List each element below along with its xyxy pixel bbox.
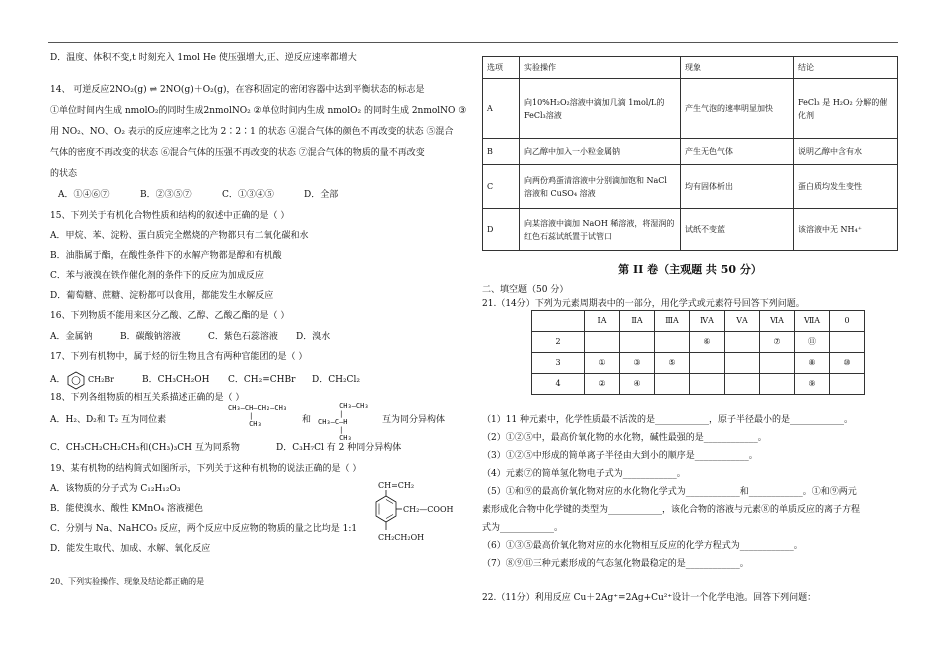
table-row xyxy=(483,139,898,165)
cell: 该溶液中无 NH₄⁺ xyxy=(794,209,898,251)
periodic-table xyxy=(531,310,865,395)
q17-option-b: B．CH₃CH₂OH xyxy=(142,375,210,385)
q16-option-d: D．溴水 xyxy=(296,332,331,342)
ptab-cell: ⅢA xyxy=(655,311,690,332)
ptab-cell xyxy=(760,353,795,374)
ptab-cell xyxy=(690,353,725,374)
q16-option-c: C．紫色石蕊溶液 xyxy=(208,332,278,342)
ptab-cell: ⅡA xyxy=(620,311,655,332)
ptab-period: 3 xyxy=(532,353,585,374)
cell: D xyxy=(483,209,520,251)
ptab-cell xyxy=(655,374,690,395)
periodic-row xyxy=(532,353,865,374)
q18-option-a: A．H₂、D₂和 T₂ 互为同位素 xyxy=(50,415,167,425)
th-phenomenon: 现象 xyxy=(681,57,794,79)
q18-option-d: D．C₃H₇Cl 有 2 种同分异构体 xyxy=(276,443,402,453)
q19-option-b: B．能使溴水、酸性 KMnO₄ 溶液褪色 xyxy=(50,504,204,514)
ptab-cell: ⑤ xyxy=(655,353,690,374)
cell: 产生无色气体 xyxy=(681,139,794,165)
cell: 蛋白质均发生变性 xyxy=(794,165,898,209)
table-row xyxy=(483,209,898,251)
q18-option-b-tail: 互为同分异构体 xyxy=(382,415,446,425)
fill-in-heading: 二、填空题（50 分） xyxy=(482,285,569,295)
ptab-cell: ② xyxy=(585,374,620,395)
cell: 向乙醇中加入一小粒金属钠 xyxy=(520,139,681,165)
q17-option-a: A． xyxy=(50,375,66,385)
q21-sub-5: （5）①和⑨的最高价氧化物对应的水化物化学式为____________和____________。①和⑨两元 xyxy=(482,487,857,497)
ptab-cell: ⅠA xyxy=(585,311,620,332)
q16-stem: 16、下列物质不能用来区分乙酸、乙醇、乙酸乙酯的是（ ） xyxy=(50,311,290,321)
q21-sub-3: （3）①②⑤中形成的简单离子半径由大到小的顺序是____________。 xyxy=(482,451,758,461)
q22-stem: 22.（11分）利用反应 Cu＋2Ag⁺=2Ag+Cu²⁺设计一个化学电池。回答下列问题： xyxy=(482,593,817,603)
q13-option-d: D．温度、体积不变,t 时刻充入 1mol He 使压强增大,正、逆反应速率都增大 xyxy=(50,53,357,63)
ptab-period: 4 xyxy=(532,374,585,395)
cell: A xyxy=(483,79,520,139)
q21-sub-6: （6）①③⑤最高价氧化物对应的水化物相互反应的化学方程式为____________。 xyxy=(482,541,803,551)
q14-line4: 的状态 xyxy=(50,169,78,179)
q15-option-a: A．甲烷、苯、淀粉、蛋白质完全燃烧的产物都只有二氧化碳和水 xyxy=(50,231,309,241)
q18-stem: 18、下列各组物质的相互关系描述正确的是（ ） xyxy=(50,393,245,403)
q19-option-d: D．能发生取代、加成、水解、氧化反应 xyxy=(50,544,211,554)
q18-structure-2: CH₃—CH₃ | CH₃—C—H | CH₃ xyxy=(318,402,369,442)
ptab-cell: ⑨ xyxy=(795,374,830,395)
th-conclusion: 结论 xyxy=(794,57,898,79)
q16-options xyxy=(50,331,330,343)
q14-options xyxy=(58,189,338,201)
q17-stem: 17、下列有机物中，属于烃的衍生物且含有两种官能团的是（ ） xyxy=(50,352,308,362)
ptab-cell xyxy=(585,332,620,353)
ptab-cell xyxy=(830,374,865,395)
q21-sub-1: （1）11 种元素中，化学性质最不活泼的是____________，原子半径最小的是____________。 xyxy=(482,415,854,425)
q17-a-formula: CH₂Br xyxy=(88,375,115,384)
cell: 向两份鸡蛋清溶液中分别滴加饱和 NaCl 溶液和 CuSO₄ 溶液 xyxy=(520,165,681,209)
q15-option-c: C．苯与液溴在铁作催化剂的条件下的反应为加成反应 xyxy=(50,271,264,281)
q20-stem: 20、下列实验操作、现象及结论都正确的是 xyxy=(50,577,205,586)
ptab-cell xyxy=(760,374,795,395)
q18-structure-1: CH₃—CH—CH₂—CH₃ | CH₃ xyxy=(228,404,288,428)
cell: 试纸不变蓝 xyxy=(681,209,794,251)
ptab-cell xyxy=(830,332,865,353)
q19-alcohol-group: CH₂CH₂OH xyxy=(378,533,425,542)
q21-sub-7: （7）⑧⑨⑪三种元素形成的气态氢化物最稳定的是____________。 xyxy=(482,559,749,569)
ptab-cell: ⅥA xyxy=(760,311,795,332)
q19-acid-group: CH₂—COOH xyxy=(403,505,454,514)
q14-option-d: D．全部 xyxy=(304,190,339,200)
ptab-cell xyxy=(725,353,760,374)
q14-stem: 14、 可逆反应2NO₂(g) ⇌ 2NO(g)＋O₂(g)，在容积固定的密闭容器中达到平衡状态的标志是 xyxy=(50,85,425,95)
ptab-cell xyxy=(725,332,760,353)
cell: 向某溶液中滴加 NaOH 稀溶液，将湿润的红色石蕊试纸置于试管口 xyxy=(520,209,681,251)
header-rule xyxy=(48,42,898,43)
th-operation: 实验操作 xyxy=(520,57,681,79)
experiment-table xyxy=(482,56,898,251)
cell: 产生气泡的速率明显加快 xyxy=(681,79,794,139)
ptab-cell: ⑪ xyxy=(795,332,830,353)
q14-option-b: B．②③⑤⑦ xyxy=(140,190,192,200)
q21-sub-5b: 素形成化合物中化学键的类型为____________，该化合物的溶液与元素⑧的单质反应的离子方程 xyxy=(482,505,861,515)
q14-option-a: A．①④⑥⑦ xyxy=(58,190,110,200)
periodic-header-row xyxy=(532,311,865,332)
q16-option-b: B．碳酸钠溶液 xyxy=(120,332,181,342)
benzene-ring-icon xyxy=(64,370,88,390)
cell: FeCl₃ 是 H₂O₂ 分解的催化剂 xyxy=(794,79,898,139)
ptab-cell xyxy=(725,374,760,395)
ptab-cell: ⑦ xyxy=(760,332,795,353)
q21-sub-4: （4）元素⑦的简单氢化物电子式为____________。 xyxy=(482,469,686,479)
q21-sub-2: （2）①②⑤中，最高价氧化物的水化物，碱性最强的是____________。 xyxy=(482,433,767,443)
ptab-cell xyxy=(690,374,725,395)
th-option: 选项 xyxy=(483,57,520,79)
cell: 向10%H₂O₂溶液中滴加几滴 1mol/L的FeCl₃溶液 xyxy=(520,79,681,139)
q16-option-a: A．金属钠 xyxy=(50,332,93,342)
q21-sub-5c: 式为____________。 xyxy=(482,523,564,533)
ptab-cell xyxy=(655,332,690,353)
q19-vinyl-group: CH=CH₂ xyxy=(378,481,415,490)
table-row xyxy=(483,79,898,139)
ptab-cell: ④ xyxy=(620,374,655,395)
periodic-row xyxy=(532,374,865,395)
q19-structure xyxy=(370,480,460,550)
table-header-row xyxy=(483,57,898,79)
q21-stem: 21.（14分）下列为元素周期表中的一部分，用化学式或元素符号回答下列问题。 xyxy=(482,299,805,309)
q14-line1: ①单位时间内生成 nmolO₂的同时生成2nmolNO₂ ②单位时间内生成 nmolO₂ 的同时生成 2nmolNO ③ xyxy=(50,106,467,116)
q15-stem: 15、下列关于有机化合物性质和结构的叙述中正确的是（ ） xyxy=(50,211,290,221)
q14-line2: 用 NO₂、NO、O₂ 表示的反应速率之比为 2∶2∶1 的状态 ④混合气体的颜色不再改变的状态 ⑤混合 xyxy=(50,127,454,137)
ptab-cell: ⅤA xyxy=(725,311,760,332)
q18-option-c: C．CH₃CH₂CH₂CH₃和(CH₃)₃CH 互为同系物 xyxy=(50,443,240,453)
q15-option-b: B．油脂属于酯，在酸性条件下的水解产物都是醇和有机酸 xyxy=(50,251,282,261)
table-row xyxy=(483,165,898,209)
ptab-cell: 0 xyxy=(830,311,865,332)
q18-and: 和 xyxy=(302,415,312,425)
ptab-cell: ⅦA xyxy=(795,311,830,332)
q19-option-a: A．该物质的分子式为 C₁₂H₁₂O₃ xyxy=(50,484,181,494)
ptab-cell: ⑥ xyxy=(690,332,725,353)
ptab-period: 2 xyxy=(532,332,585,353)
ptab-cell: ⑧ xyxy=(795,353,830,374)
periodic-row xyxy=(532,332,865,353)
q17-option-c: C．CH₂=CHBr xyxy=(228,375,296,385)
q17-options xyxy=(50,370,460,390)
ptab-cell: ⅣA xyxy=(690,311,725,332)
q17-option-d: D．CH₂Cl₂ xyxy=(312,375,360,385)
q14-line3: 气体的密度不再改变的状态 ⑥混合气体的压强不再改变的状态 ⑦混合气体的物质的量不再改变 xyxy=(50,148,425,158)
cell: C xyxy=(483,165,520,209)
cell: 说明乙醇中含有水 xyxy=(794,139,898,165)
part2-title: 第 II 卷（主观题 共 50 分） xyxy=(618,263,762,276)
cell: 均有固体析出 xyxy=(681,165,794,209)
q15-option-d: D．葡萄糖、蔗糖、淀粉都可以食用，都能发生水解反应 xyxy=(50,291,274,301)
ptab-cell: ⑩ xyxy=(830,353,865,374)
ptab-cell xyxy=(532,311,585,332)
ptab-cell xyxy=(620,332,655,353)
q19-option-c: C．分别与 Na、NaHCO₃ 反应，两个反应中反应物的物质的量之比均是 1:1 xyxy=(50,524,358,534)
ptab-cell: ① xyxy=(585,353,620,374)
ptab-cell: ③ xyxy=(620,353,655,374)
cell: B xyxy=(483,139,520,165)
q14-option-c: C．①③④⑤ xyxy=(222,190,274,200)
q19-stem: 19、某有机物的结构简式如图所示，下列关于这种有机物的说法正确的是（ ） xyxy=(50,464,362,474)
